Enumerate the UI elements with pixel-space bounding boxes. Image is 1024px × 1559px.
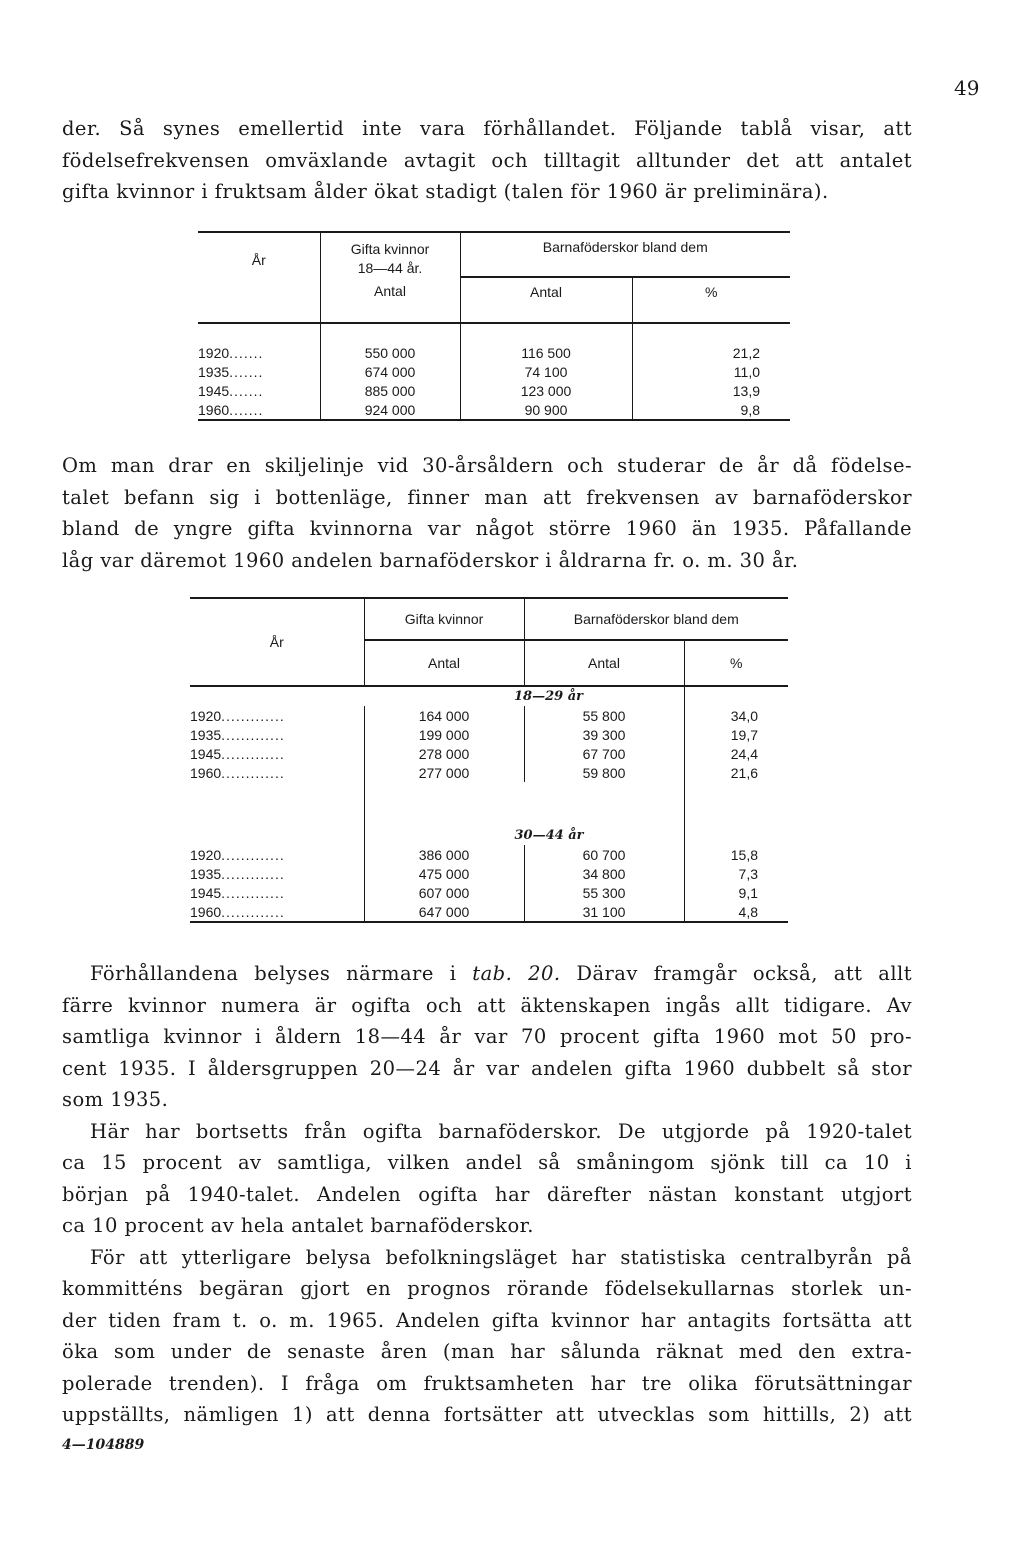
row-married: 199 000 (364, 725, 524, 744)
row-married: 278 000 (364, 744, 524, 763)
table-row (198, 343, 790, 362)
row-mothers: 39 300 (524, 725, 684, 744)
row-year: 1935....... (198, 363, 264, 380)
header-year: År (190, 598, 364, 686)
row-mothers: 74 100 (460, 362, 632, 381)
text-line: färre kvinnor numera är ogifta och att äktenskapen ingås allt tidigare. Av (62, 993, 912, 1017)
table-row (190, 763, 788, 782)
table-row (198, 381, 790, 400)
row-year: 1920....... (198, 344, 264, 361)
table-row (190, 706, 788, 725)
row-percent: 9,1 (684, 883, 788, 902)
row-year: 1945....... (198, 382, 264, 399)
text-line: födelsefrekvensen omväxlande avtagit och tilltagit alltunder det att antalet (62, 148, 912, 172)
header-year: År (198, 232, 320, 277)
page-number: 49 (954, 76, 980, 100)
middle-paragraph (62, 450, 912, 576)
text-line: der tiden fram t. o. m. 1965. Andelen gifta kvinnor har antagits fortsätta att (62, 1308, 912, 1332)
row-year: 1960....... (198, 400, 320, 420)
row-mothers: 67 700 (524, 744, 684, 763)
text-line: öka som under de senaste åren (man har sålunda räknat med den extra- (62, 1340, 912, 1363)
row-year: 1945............. (190, 745, 285, 762)
header-count: Antal (320, 277, 460, 323)
row-married: 674 000 (320, 362, 460, 381)
row-year: 1945............. (190, 884, 285, 901)
row-year: 1960............. (190, 764, 285, 781)
row-percent: 21,2 (632, 343, 790, 362)
text-line: kommitténs begäran gjort en prognos rörande födelsekullarnas storlek un- (62, 1277, 912, 1300)
text-line: samtliga kvinnor i åldern 18—44 år var 70 procent gifta 1960 mot 50 pro- (62, 1025, 912, 1048)
row-married: 647 000 (364, 902, 524, 922)
text-line: bland de yngre gifta kvinnorna var något större 1960 än 1935. Påfallande (62, 517, 912, 540)
header-count-mothers: Antal (524, 640, 684, 686)
table-married-women-18-44 (198, 231, 790, 421)
text-line: början på 1940-talet. Andelen ogifta har därefter nästan konstant utgjort (62, 1182, 912, 1206)
row-mothers: 55 800 (524, 706, 684, 725)
row-married: 386 000 (364, 845, 524, 864)
row-married: 277 000 (364, 763, 524, 782)
row-married: 607 000 (364, 883, 524, 902)
text-line: ca 15 procent av samtliga, vilken andel så småningom sjönk till ca 10 i (62, 1151, 912, 1174)
row-percent: 19,7 (684, 725, 788, 744)
table-age-groups (190, 597, 788, 923)
row-married: 164 000 (364, 706, 524, 725)
group-label-30-44: 30—44 år (364, 826, 684, 845)
row-mothers: 90 900 (460, 400, 632, 420)
row-year: 1920............. (190, 846, 285, 863)
table-row (190, 883, 788, 902)
table-row (190, 902, 788, 922)
group-label-18-29: 18—29 år (364, 686, 684, 706)
row-percent: 15,8 (684, 845, 788, 864)
header-married: Gifta kvinnor (364, 598, 524, 640)
row-percent: 7,3 (684, 864, 788, 883)
header-percent: % (632, 277, 790, 323)
row-percent: 34,0 (684, 706, 788, 725)
text-line: Här har bortsetts från ogifta barnaföderskor. De utgjorde på 1920-talet (90, 1119, 912, 1143)
text-line: polerade trenden). I fråga om fruktsamheten har tre olika förutsättningar (62, 1371, 912, 1395)
intro-paragraph (62, 113, 912, 208)
text-line: der. Så synes emellertid inte vara förhållandet. Följande tablå visar, att (62, 117, 912, 140)
header-percent: % (684, 640, 788, 686)
row-mothers: 116 500 (460, 343, 632, 362)
row-percent: 13,9 (632, 381, 790, 400)
table-row (190, 744, 788, 763)
table-row (190, 725, 788, 744)
closing-paragraphs (62, 958, 912, 1431)
printer-signature: 4—104889 (62, 1437, 145, 1453)
text-line: talet befann sig i bottenläge, finner man att frekvensen av barnaföderskor (62, 485, 912, 509)
row-married: 550 000 (320, 343, 460, 362)
row-married: 924 000 (320, 400, 460, 420)
row-percent: 24,4 (684, 744, 788, 763)
row-percent: 4,8 (684, 902, 788, 922)
text-line: För att ytterligare belysa befolkningsläget har statistiska centralbyrån på (90, 1245, 912, 1269)
row-mothers: 31 100 (524, 902, 684, 922)
text-line: som 1935. (62, 1088, 169, 1111)
row-year: 1935............. (190, 726, 285, 743)
header-married: Gifta kvinnor (320, 232, 460, 259)
row-mothers: 123 000 (460, 381, 632, 400)
row-mothers: 60 700 (524, 845, 684, 864)
row-percent: 9,8 (632, 400, 790, 420)
row-married: 885 000 (320, 381, 460, 400)
row-percent: 21,6 (684, 763, 788, 782)
header-married-age: 18—44 år. (320, 259, 460, 277)
header-count-mothers: Antal (460, 277, 632, 323)
row-percent: 11,0 (632, 362, 790, 381)
row-year: 1960............. (190, 902, 364, 922)
table-row (198, 362, 790, 381)
table-row (190, 845, 788, 864)
row-mothers: 34 800 (524, 864, 684, 883)
text-line: låg var däremot 1960 andelen barnaföderskor i åldrarna fr. o. m. 30 år. (62, 548, 799, 572)
text-line: cent 1935. I åldersgruppen 20—24 år var andelen gifta 1960 dubbelt så stor (62, 1056, 912, 1080)
row-year: 1920............. (190, 707, 285, 724)
text-line: ca 10 procent av hela antalet barnaföderskor. (62, 1214, 534, 1237)
row-mothers: 55 300 (524, 883, 684, 902)
table-reference: tab. 20. (472, 962, 561, 985)
row-mothers: 59 800 (524, 763, 684, 782)
header-mothers: Barnaföderskor bland dem (524, 598, 788, 640)
row-married: 475 000 (364, 864, 524, 883)
text-line: Förhållandena belyses närmare i tab. 20. Därav framgår också, att allt (90, 962, 913, 985)
header-mothers: Barnaföderskor bland dem (460, 232, 790, 277)
row-year: 1935............. (190, 865, 285, 882)
header-count: Antal (364, 640, 524, 686)
text-line: Om man drar en skiljelinje vid 30-årsåldern och studerar de år då födelse- (62, 454, 912, 477)
text-line: gifta kvinnor i fruktsam ålder ökat stadigt (talen för 1960 är preliminära). (62, 180, 829, 203)
table-row (190, 864, 788, 883)
table-row (198, 400, 790, 420)
text-line: uppställts, nämligen 1) att denna fortsätter att utvecklas som hittills, 2) att (62, 1403, 912, 1426)
